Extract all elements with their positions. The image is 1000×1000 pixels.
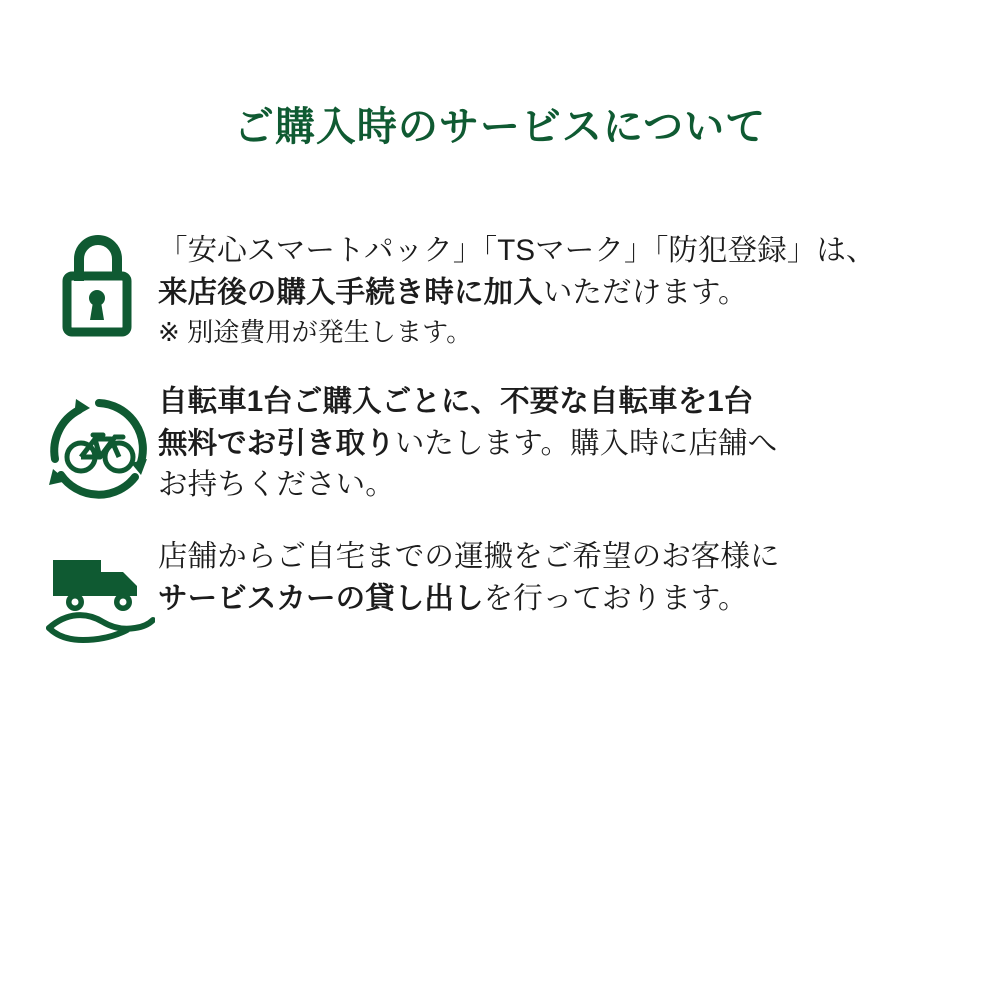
text-line: 店舗からご自宅までの運搬をご希望のお客様に	[158, 540, 780, 574]
service-item-list	[0, 228, 1000, 654]
service-item-smartpack	[0, 228, 1000, 351]
text-emphasis: 無料でお引き取り	[158, 426, 395, 460]
text-line	[158, 578, 945, 620]
text-emphasis: 来店後の購入手続き時に加入	[158, 275, 543, 309]
delivery-truck-on-hand-icon	[40, 534, 158, 654]
text-line	[158, 272, 945, 314]
service-item-servicecar-text	[158, 534, 945, 620]
text-line: お持ちください。	[158, 468, 395, 502]
open-padlock-icon	[40, 228, 158, 348]
service-item-recycle	[0, 379, 1000, 507]
bicycle-recycle-icon	[40, 379, 158, 499]
text-normal: いたします。購入時に店舗へ	[394, 426, 778, 460]
service-item-servicecar	[0, 534, 1000, 654]
text-normal: を行っております。	[483, 582, 748, 616]
text-line: 自転車1台ご購入ごとに、不要な自転車を1台	[158, 384, 754, 418]
text-line	[158, 423, 945, 465]
text-line: 「安心スマートパック」「TSマーク」「防犯登録」は、	[158, 234, 876, 267]
text-note: ※ 別途費用が発生します。	[158, 316, 473, 347]
service-item-smartpack-text	[158, 228, 945, 351]
text-emphasis: サービスカーの貸し出し	[158, 582, 484, 616]
service-item-recycle-text	[158, 379, 945, 507]
page-title: ご購入時のサービスについて	[233, 105, 767, 149]
text-normal: いただけます。	[542, 275, 748, 309]
